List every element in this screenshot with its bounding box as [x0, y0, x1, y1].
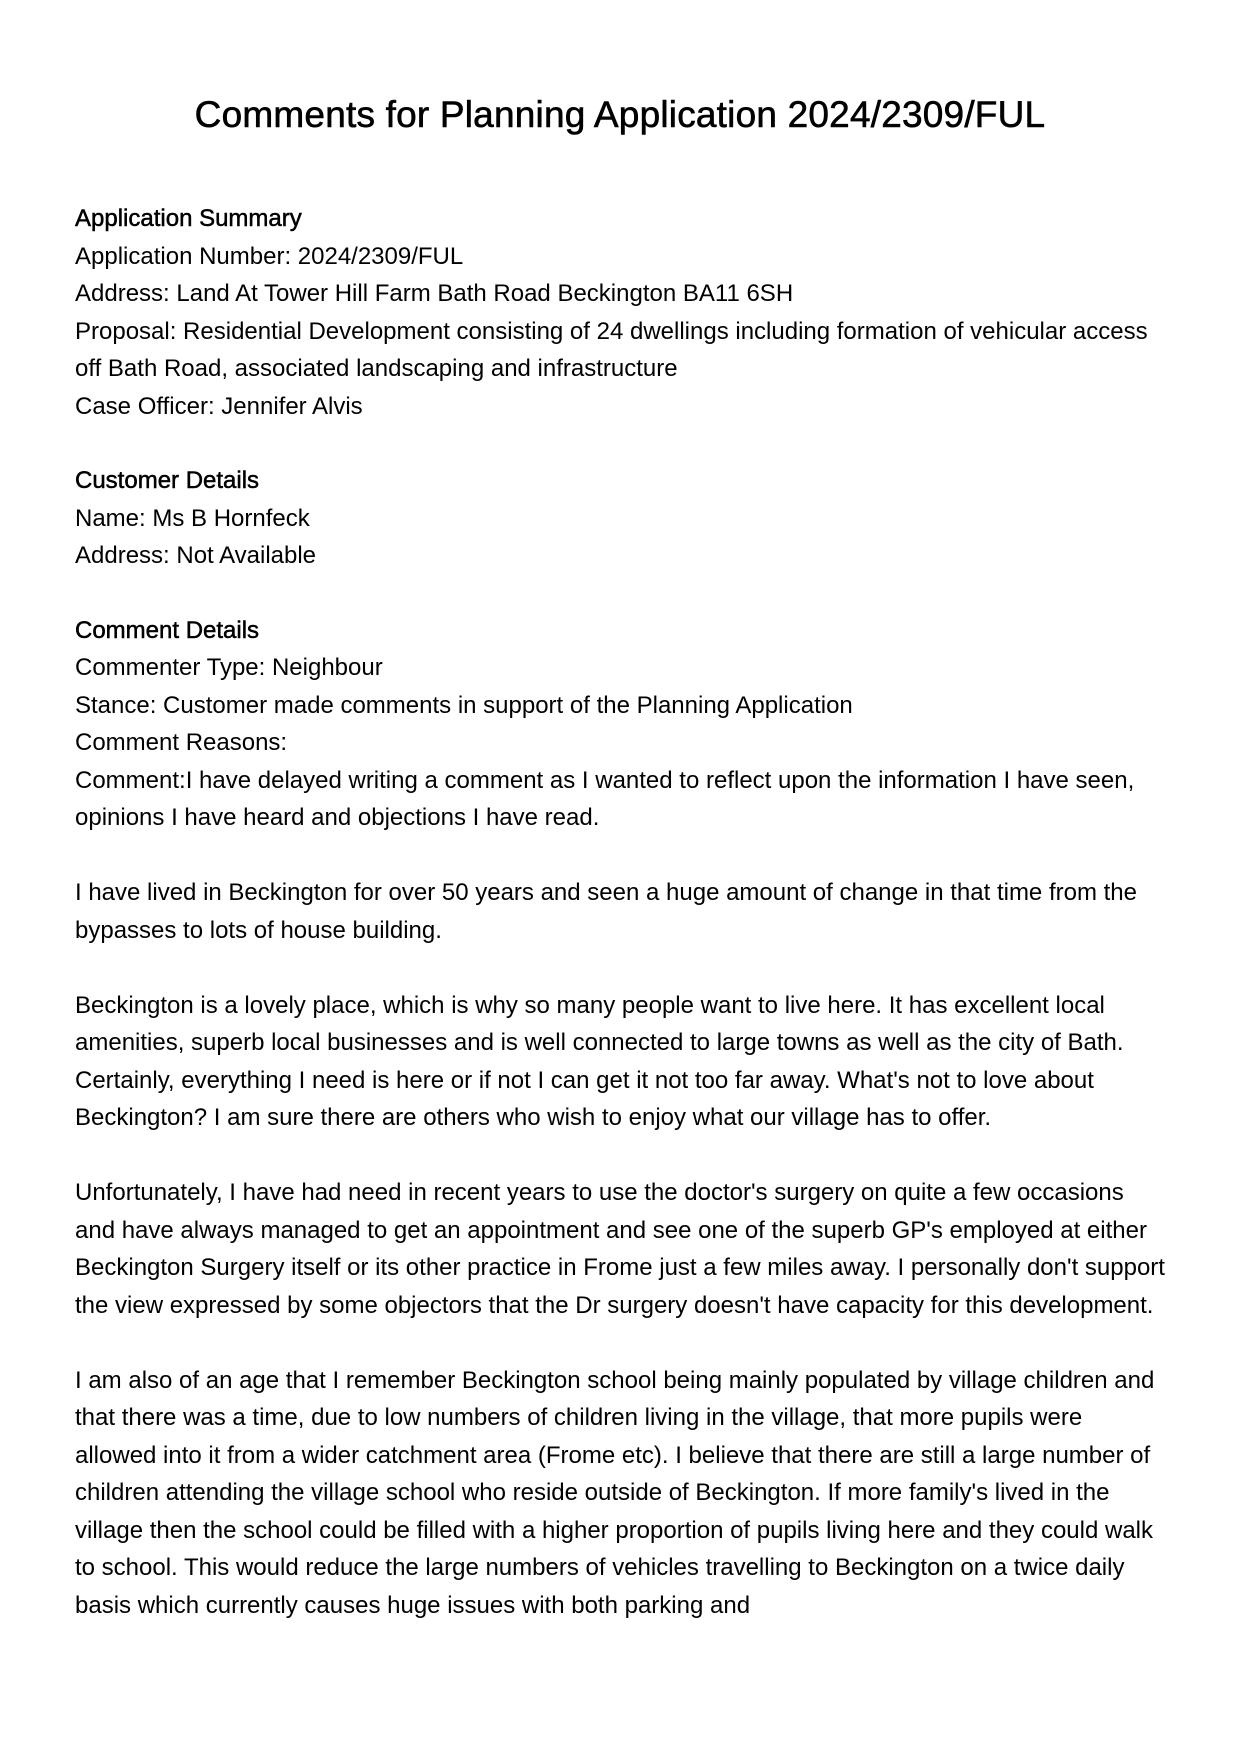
application-address: Address: Land At Tower Hill Farm Bath Road Beckington BA11 6SH: [75, 280, 794, 307]
customer-details-section: [75, 462, 1165, 575]
comment-paragraph: Comment:I have delayed writing a comment as I wanted to reflect upon the information I have seen, opinions I have heard and objections I have read.: [75, 766, 1135, 831]
comment-body: [75, 762, 1165, 1625]
comment-reasons: Comment Reasons:: [75, 729, 288, 756]
commenter-type: Commenter Type: Neighbour: [75, 654, 383, 681]
application-proposal: Proposal: Residential Development consisting of 24 dwellings including formation of vehicular access off Bath Road, associated landscaping and infrastructure: [75, 317, 1148, 382]
customer-address: Address: Not Available: [75, 542, 317, 569]
application-summary-section: [75, 200, 1165, 425]
application-summary-heading: Application Summary: [75, 205, 302, 232]
customer-details-heading: Customer Details: [75, 467, 260, 494]
application-number: Application Number: 2024/2309/FUL: [75, 242, 464, 270]
comment-details-heading: Comment Details: [75, 616, 260, 644]
comment-paragraph: Unfortunately, I have had need in recent years to use the doctor's surgery on quite a few occasions and have always managed to get an appointment and see one of the superb GP's employed at either Beckington Surgery itself or its other practice in Frome just a few miles away. I personally don't support the view expressed by some objectors that the Dr surgery doesn't have capacity for this development.: [75, 1179, 1165, 1319]
page-title: Comments for Planning Application 2024/2309/FUL: [194, 94, 1046, 135]
comment-paragraph: I have lived in Beckington for over 50 years and seen a huge amount of change in that time from the bypasses to lots of house building.: [75, 879, 1137, 944]
comment-paragraph: Beckington is a lovely place, which is why so many people want to live here. It has excellent local amenities, superb local businesses and is well connected to large towns as well as the city of Bath. Certainly, everything I need is here or if not I can get it not too far away. What's not to love about Beckington? I am sure there are others who wish to enjoy what our village has to offer.: [75, 991, 1124, 1131]
comment-stance: Stance: Customer made comments in support of the Planning Application: [75, 691, 853, 719]
case-officer: Case Officer: Jennifer Alvis: [75, 392, 363, 420]
comment-paragraph: I am also of an age that I remember Beckington school being mainly populated by village children and that there was a time, due to low numbers of children living in the village, that more pupils were allowed into it from a wider catchment area (Frome etc). I believe that there are still a large number of children attending the village school who reside outside of Beckington. If more family's lived in the village then the school could be filled with a higher proportion of pupils living here and they could walk to school. This would reduce the large numbers of vehicles travelling to Beckington on a twice daily basis which currently causes huge issues with both parking and: [75, 1366, 1155, 1619]
customer-name: Name: Ms B Hornfeck: [75, 504, 310, 532]
comment-details-section: [75, 612, 1165, 1625]
